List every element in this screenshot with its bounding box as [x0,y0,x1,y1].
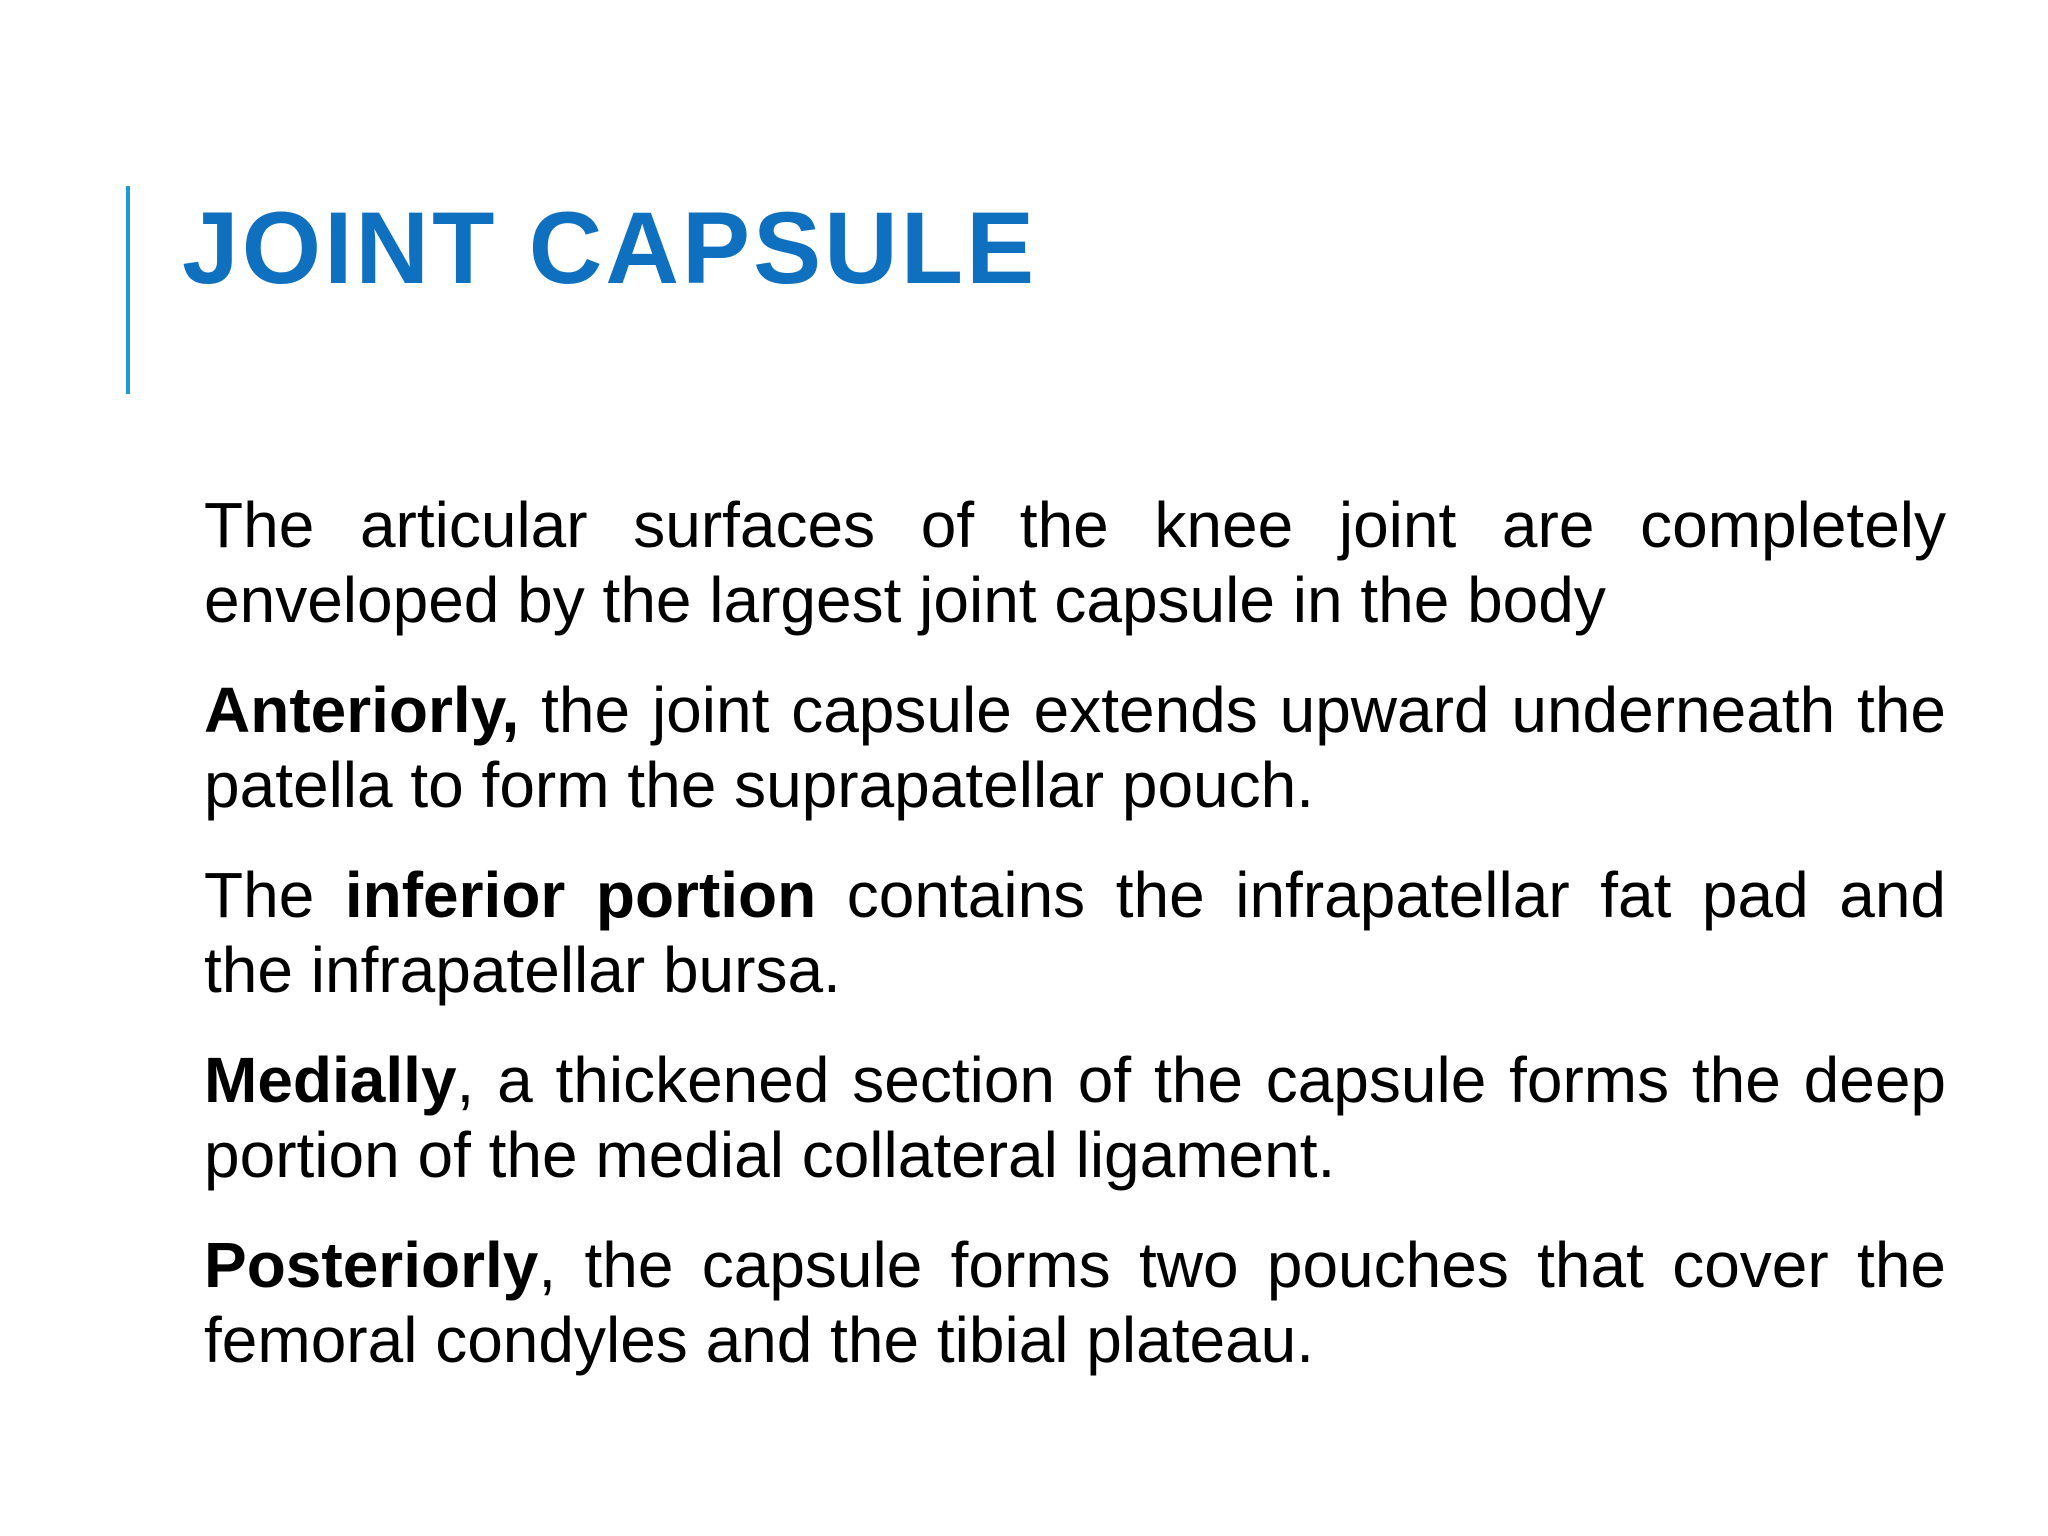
paragraph-text: , a thickened section of the capsule forms the deep portion of the medial collateral ligament. [204,1044,1946,1191]
paragraph-keyword: inferior portion [344,859,817,931]
slide-title: JOINT CAPSULE [182,191,1038,305]
paragraph-prefix: The [204,859,345,931]
paragraph-text: , the capsule forms two pouches that cover the femoral condyles and the tibial plateau. [204,1229,1946,1376]
paragraph-intro [204,488,1946,638]
paragraph-text: the joint capsule extends upward underneath the patella to form the suprapatellar pouch. [204,674,1946,821]
paragraph-posteriorly [204,1228,1946,1378]
paragraph-anteriorly [204,673,1946,823]
paragraph-keyword: Medially [204,1044,457,1116]
paragraph-text: contains the infrapatellar fat pad and the infrapatellar bursa. [204,859,1947,1006]
paragraph-keyword: Posteriorly [204,1229,539,1301]
title-accent-bar [126,186,130,394]
paragraph-text: The articular surfaces of the knee joint are completely enveloped by the largest joint capsule in the body [204,489,1946,636]
paragraph-medially [204,1043,1946,1193]
slide-body [204,488,1946,1413]
paragraph-keyword: Anteriorly, [204,674,520,746]
paragraph-inferior [204,858,1946,1008]
